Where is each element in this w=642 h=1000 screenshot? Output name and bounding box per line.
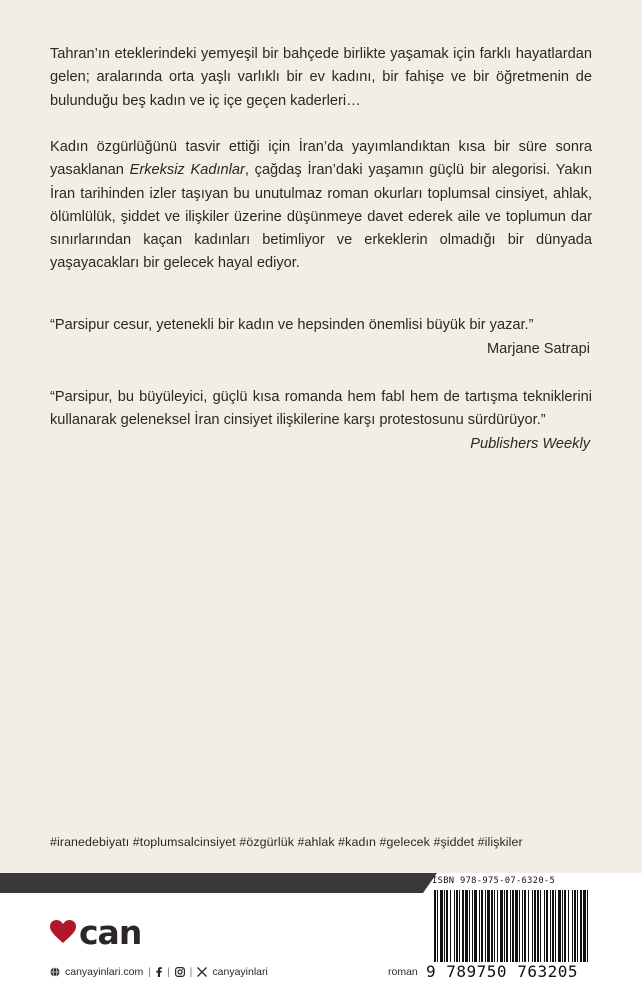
publisher-logo-text: can (79, 912, 142, 952)
website-link[interactable]: canyayinlari.com (65, 966, 144, 978)
description-paragraph-2 (50, 136, 592, 276)
heart-icon (50, 920, 76, 944)
publisher-links (50, 966, 268, 978)
facebook-icon[interactable] (156, 967, 162, 977)
description-paragraph-1: Tahran’ın eteklerindeki yemyeşil bir bahçede birlikte yaşamak için farklı hayatlardan gelen; aralarında orta yaşlı varlıklı bir ev kadını, bir fahişe ve bir öğretmenin de bulunduğu beş kadın ve iç içe geçen kaderleri… (50, 46, 592, 109)
divider: | (166, 966, 170, 978)
divider: | (189, 966, 193, 978)
description-paragraph-2-start: Kadın özgürlüğünü tasvir ettiği için İran’da yayımlandıktan kısa bir süre sonra yasaklanan (50, 139, 592, 179)
publisher-logo (50, 912, 141, 952)
genre-label: roman (388, 966, 418, 978)
social-handle[interactable]: canyayinlari (212, 966, 268, 978)
globe-icon (50, 967, 60, 977)
isbn-digits: 9 789750 763205 (426, 962, 578, 981)
divider: | (148, 966, 151, 978)
quote-2-source: Publishers Weekly (470, 436, 590, 452)
quote-2: “Parsipur, bu büyüleyici, güçlü kısa romanda hem fabl hem de tartışma tekniklerini kullanarak geleneksel İran cinsiyet ilişkilerine karşı protestosunu sürdürüyor.” (50, 389, 592, 429)
book-title: Erkeksiz Kadınlar (129, 162, 245, 179)
hashtags: #iranedebiyatı #toplumsalcinsiyet #özgürlük #ahlak #kadın #gelecek #şiddet #ilişkiler (50, 835, 523, 849)
quote-1-source: Marjane Satrapi (486, 341, 590, 357)
x-icon[interactable] (197, 967, 207, 977)
instagram-icon[interactable] (175, 967, 185, 977)
isbn-barcode (432, 890, 592, 962)
quote-1: “Parsipur cesur, yetenekli bir kadın ve hepsinden önemlisi büyük bir yazar.” (50, 317, 534, 333)
description-paragraph-2-end: , çağdaş İran’daki yaşamın güçlü bir alegorisi. Yakın İran tarihinden izler taşıyan bu unutulmaz roman okurları toplumsal cinsiyet, ahlak, ölümlülük, şiddet ve ilişkiler üzerine düşünmeye davet ederek aile ve toplumun dar sınırlarından kaçan kadınları betimliyor ve erkeklerin olmadığı bir dünyada yaşayacakları bir gelecek hayal ediyor. (50, 162, 592, 272)
isbn-label: ISBN 978-975-07-6320-5 (432, 876, 556, 886)
